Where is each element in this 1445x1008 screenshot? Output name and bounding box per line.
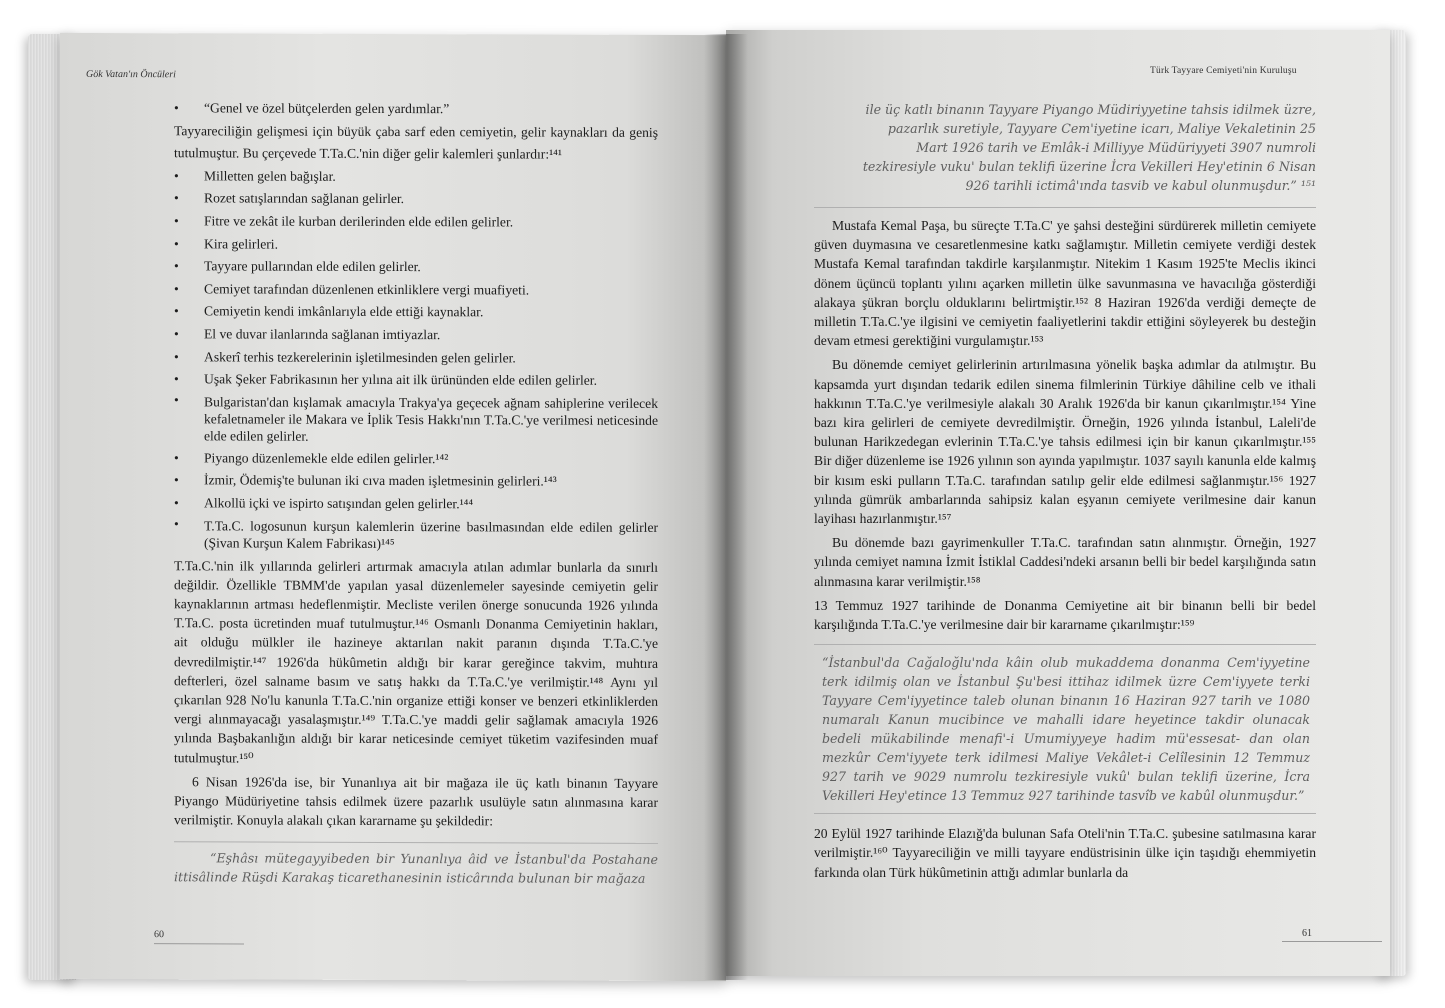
- list-item: • İzmir, Ödemiş'te bulunan iki cıva maden işletmesinin gelirleri.¹⁴³: [174, 472, 557, 489]
- list-item: • “Genel ve özel bütçelerden gelen yardımlar.”: [174, 97, 658, 121]
- block-quote: “İstanbul'da Cağaloğlu'nda kâin olub mukaddema donanma Cem'iyyetine terk idilmiş olan ve İstanbul Şu'besi ittihaz idilmek üzre Cem'iyyete terki Tayyare Cem'iyyetince taleb olunan binanın 16 Haziran 927 tarih ve 1080 numaralı Kanun mucibince ve mahalli idare heyetince takdir olunacak bedeli mükabilinde menafi'-i Umumiyyeye hadim mü'essesat- dan olan mezkûr Cem'iyyete terk idilmesi Maliye Vekâlet-i Celîlesinin 12 Temmuz 927 tarih ve 9029 numrolu tezkiresiyle vukû' bulan teklifi üzerine, İcra Vekilleri Hey'etince 13 Temmuz 927 tarihinde tasvîb ve kabûl olunmuşdur.”: [822, 655, 1310, 804]
- list-item: • Piyango düzenlemekle elde edilen gelirler.¹⁴²: [174, 449, 449, 466]
- folio-rule: [154, 943, 244, 944]
- paragraph: T.Ta.C.'nin ilk yıllarında gelirleri artırmak amacıyla atılan adımlar bunlarla da sınırlı değildir. Özellikle TBMM'de yapılan yasal düzenlemeler sayesinde cemiyetin gelir kaynaklarının artması hedeflenmiştir. Mecliste verilen önerge sonucunda 1926 yılında T.Ta.C. posta ücretinden muaf tutulmuştur.¹⁴⁶ Osmanlı Donanma Cemiyetinin hakları, ait olduğu mülkler ile hazineye aktarılan nakit paranın dışında T.Ta.C.'ye devredilmiştir.¹⁴⁷ 1926'da hükûmetin aldığı bir karar gereğince takvim, muhtıra defterleri, özel salname basım ve satış hakkı da T.Ta.C.'ye verilmiştir.¹⁴⁸ Aynı yıl çıkarılan 928 No'lu kanunla T.Ta.C.'nin organize ettiği konser ve benzeri etkinliklerden vergi alınmayacağı yasalaşmıştır.¹⁴⁹ T.Ta.C.'ye maddi gelir sağlamak amacıyla 1926 yılında Başbakanlığın aldığı bir karar neticesinde cemiyet tüketim vazifesinden muaf tutulmuştur.¹⁵⁰: [174, 557, 658, 766]
- list-item: • Alkollü içki ve ispirto satışından gelen gelirler.¹⁴⁴: [174, 495, 474, 512]
- bullet-symbol: •: [174, 100, 179, 116]
- top-bullet-list: [174, 97, 658, 121]
- right-folio: 61: [1302, 928, 1312, 939]
- paragraph: Bu dönemde cemiyet gelirlerinin artırılmasına yönelik başka adımlar da atılmıştır. Bu kapsamda yurt dışından tedarik edilen sinema filmlerinin Türkiye dâhiline celb ve ithali hakkının T.Ta.C.'ye verilmesiyle alakalı 30 Aralık 1926'da bir kanun çıkarılmıştır.¹⁵⁴ Yine bazı kira gelirleri de cemiyete devredilmiştir. Örneğin, 1926 yılında İstanbul, Laleli'de bulunan Harikzedegan evlerinin T.Ta.C.'ye tahsis edilmesi için bir kanun çıkarılmıştır.¹⁵⁵ Bir diğer düzenleme ise 1926 yılının son ayında yapılmıştır. 1037 sayılı kanunla elde kalmış bir kısım eski pulların T.Ta.C. tarafından satılıp gelir elde edilmesi sağlanmıştır.¹⁵⁶ 1927 yılında gümrük ambarlarında sahipsiz kalan eşyanın cemiyete verilmesine dair kanun layihası hazırlanmıştır.¹⁵⁷: [814, 357, 1316, 527]
- list-item: • Fitre ve zekât ile kurban derilerinden elde edilen gelirler.: [174, 213, 514, 230]
- list-item: • Bulgaristan'dan kışlamak amacıyla Trakya'ya geçecek ağnam sahiplerine verilecek kefaletnameler ile Makara ve İplik Tesis Hakkı'nın T.Ta.C.'ye verilmesi neticesinde elde edilen gelirler.: [174, 391, 658, 444]
- list-item: • Tayyare pullarından elde edilen gelirler.: [174, 258, 421, 275]
- left-folio: 60: [154, 929, 164, 941]
- list-item: • Milletten gelen bağışlar.: [174, 168, 336, 184]
- right-page-body: [814, 100, 1316, 882]
- paragraph: Bu dönemde bazı gayrimenkuller T.Ta.C. tarafından satın alınmıştır. Örneğin, 1927 yılında cemiyet namına İzmit İstiklal Caddesi'ndeki arsanın belli bir bedel karşılığında satın alınmasına karar verilmiştir.¹⁵⁸: [814, 535, 1316, 589]
- paragraph: 6 Nisan 1926'da ise, bir Yunanlıya ait bir mağaza ile üç katlı binanın Tayyare Piyango Müdüriyetine tahsis edilmek üzere pazarlık usulüyle satın alınmasına karar verilmiştir. Konuyla alakalı çıkan kararname şu şekildedir:: [174, 774, 658, 829]
- paragraph: 20 Eylül 1927 tarihinde Elazığ'da bulunan Safa Oteli'nin T.Ta.C. şubesine satılmasına karar verilmiştir.¹⁶⁰ Tayyareciliğin ve milli tayyare endüstrisinin ülke için taşıdığı ehemmiyetin farkında olan Türk hükûmetinin attığı adımlar bunlarla da: [814, 826, 1316, 880]
- list-item: • Rozet satışlarından sağlanan gelirler.: [174, 190, 405, 207]
- block-quote: “Eşhâsı mütegayyibeden bir Yunanlıya âid ve İstanbul'da Postahane ittisâlinde Rüşdi Karakaş ticarethanesinin isticârında bulunan bir mağaza: [174, 850, 658, 887]
- quote-rule: [814, 207, 1316, 208]
- paragraph: Mustafa Kemal Paşa, bu süreçte T.Ta.C' ye şahsi desteğini sürdürerek milletin cemiyete güven duymasına ve cesaretlenmesine katkı sağlamıştır. Milletin cemiyete verdiği destek Mustafa Kemal tarafından takdirle karşılanmıştır. Nitekim 1 Kasım 1925'te Meclis ikinci dönem üçüncü toplantı yılını açarken milletin ülke savunmasına ve havacılığa gösterdiği alakaya şükran borçlu olduklarını belirtmiştir.¹⁵² 8 Haziran 1926'da verdiği demeçte de milletin T.Ta.C.'ye ilgisini ve cemiyetin faaliyetlerini takdir ettiğini söyleyerek bu desteğin devam etmesi gerektiğini vurgulamıştır.¹⁵³: [814, 218, 1316, 349]
- list-item: • Cemiyetin kendi imkânlarıyla elde ettiği kaynaklar.: [174, 303, 484, 320]
- quote-rule: [814, 813, 1316, 814]
- paragraph: 13 Temmuz 1927 tarihinde de Donanma Cemiyetine ait bir binanın belli bir bedel karşılığında T.Ta.C.'ye verilmesine dair bir kararname çıkarılmıştır:¹⁵⁹: [814, 597, 1316, 633]
- list-item: • El ve duvar ilanlarında sağlanan imtiyazlar.: [174, 326, 441, 343]
- folio-rule: [1282, 941, 1382, 942]
- list-item: • Askerî terhis tezkerelerinin işletilmesinden gelen gelirler.: [174, 348, 516, 365]
- quote-rule: [174, 842, 658, 845]
- left-running-head: Gök Vatan'ın Öncüleri: [86, 68, 176, 81]
- paragraph: Tayyareciliğin gelişmesi için büyük çaba sarf eden cemiyetin, gelir kaynakları da geniş tutulmuştur. Bu çerçevede T.Ta.C.'nin diğer gelir kalemleri şunlardır:¹⁴¹: [174, 122, 658, 162]
- quote-rule: [814, 644, 1316, 645]
- right-page: [726, 30, 1390, 976]
- left-page-body: [174, 97, 658, 888]
- list-item: • T.Ta.C. logosunun kurşun kalemlerin üzerine basılmasından elde edilen gelirler (Şivan Kurşun Kalem Fabrikası)¹⁴⁵: [174, 515, 658, 551]
- list-item: • Uşak Şeker Fabrikasının her yılına ait ilk ürününden elde edilen gelirler.: [174, 371, 597, 388]
- left-page: [60, 33, 726, 981]
- income-bullet-list: [174, 165, 658, 555]
- block-quote: ile üç katlı binanın Tayyare Piyango Müdiriyyetine tahsis idilmek üzre, pazarlık suretiyle, Tayyare Cem'iyetine icarı, Maliye Vekaletinin 25 Mart 1926 tarih ve Emlâk-i Milliyye Müdüriyyeti 3907 numroli tezkiresiyle vuku' bulan teklifi üzerine İcra Vekilleri Hey'etinin 6 Nisan 926 tarihli ictimâ'ında tasvib ve kabul olunmuşdur.” ¹⁵¹: [862, 102, 1316, 193]
- right-running-head: Türk Tayyare Cemiyeti'nin Kuruluşu: [1150, 66, 1297, 76]
- list-item: • Kira gelirleri.: [174, 235, 278, 252]
- list-item: • Cemiyet tarafından düzenlenen etkinliklere vergi muafiyeti.: [174, 280, 530, 298]
